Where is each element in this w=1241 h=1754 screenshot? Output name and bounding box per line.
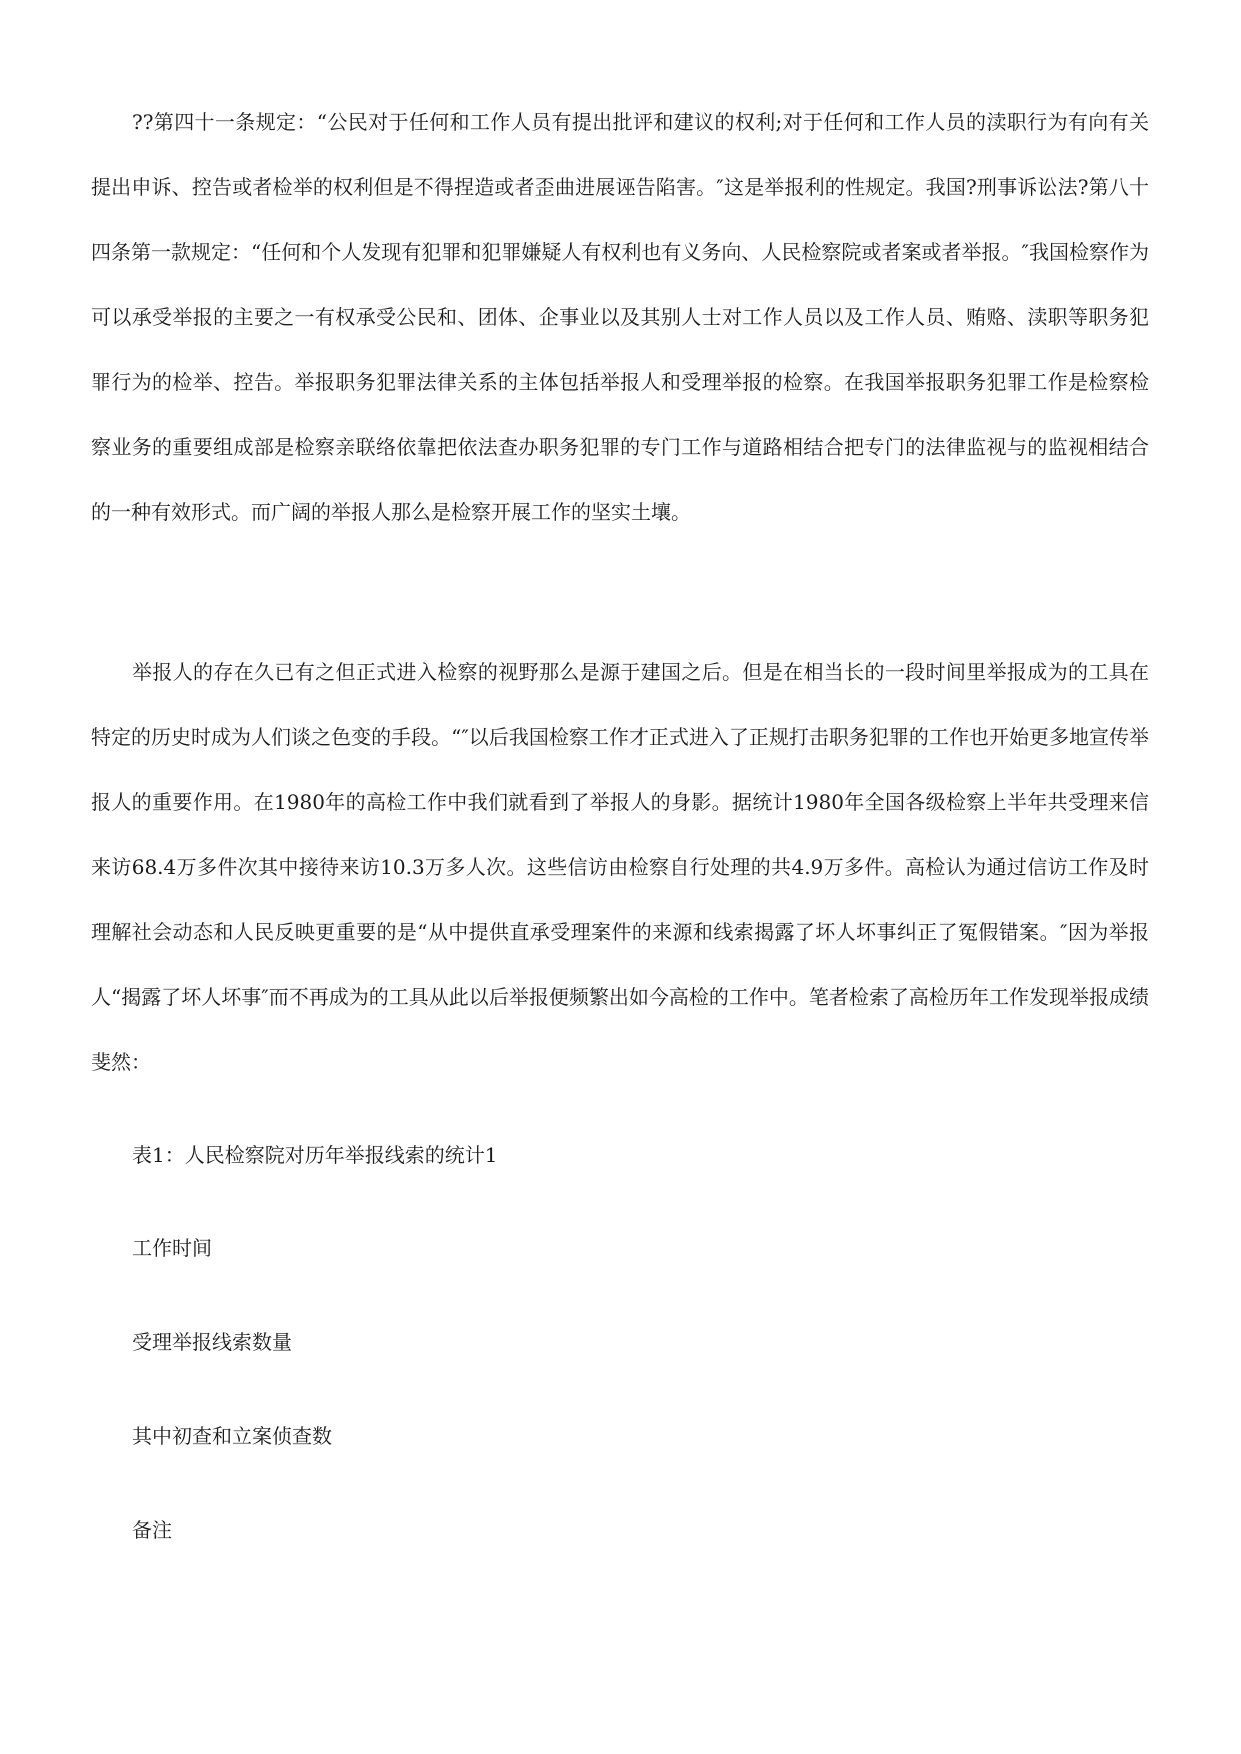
table-caption: 表1：人民检察院对历年举报线索的统计1 xyxy=(132,1143,498,1167)
paragraph-reporter-history: 举报人的存在久已有之但正式进入检察的视野那么是源于建国之后。但是在相当长的一段时间里举报成为的工具在特定的历史时成为人们谈之色变的手段。“″以后我国检察工作才正式进入了正规打击职务犯罪的工作也开始更多地宣传举报人的重要作用。在1980年的高检工作中我们就看到了举报人的身影。据统计1980年全国各级检察上半年共受理来信来访68.4万多件次其中接待来访10.3万多人次。这些信访由检察自行处理的共4.9万多件。高检认为通过信访工作及时理解社会动态和人民反映更重要的是“从中提供直承受理案件的来源和线索揭露了坏人坏事纠正了冤假错案。″因为举报人“揭露了坏人坏事″而不再成为的工具从此以后举报便频繁出如今高检的工作中。笔者检索了高检历年工作发现举报成绩斐然： xyxy=(91,660,1149,1074)
table-column-work-time: 工作时间 xyxy=(132,1236,212,1260)
table-column-notes: 备注 xyxy=(132,1518,172,1542)
table-column-investigated-count: 其中初查和立案侦查数 xyxy=(132,1424,332,1448)
paragraph-constitution-article: ??第四十一条规定：“公民对于任何和工作人员有提出批评和建议的权利;对于任何和工作人员的渎职行为有向有关提出申诉、控告或者检举的权利但是不得捏造或者歪曲进展诬告陷害。″这是举报利的性规定。我国?刑事诉讼法?第八十四条第一款规定：“任何和个人发现有犯罪和犯罪嫌疑人有权利也有义务向、人民检察院或者案或者举报。″我国检察作为可以承受举报的主要之一有权承受公民和、团体、企事业以及其别人士对工作人员以及工作人员、贿赂、渎职等职务犯罪行为的检举、控告。举报职务犯罪法律关系的主体包括举报人和受理举报的检察。在我国举报职务犯罪工作是检察检察业务的重要组成部是检察亲联络依靠把依法查办职务犯罪的专门工作与道路相结合把专门的法律监视与的监视相结合的一种有效形式。而广阔的举报人那么是检察开展工作的坚实土壤。 xyxy=(91,110,1149,524)
table-column-report-count: 受理举报线索数量 xyxy=(132,1330,292,1354)
